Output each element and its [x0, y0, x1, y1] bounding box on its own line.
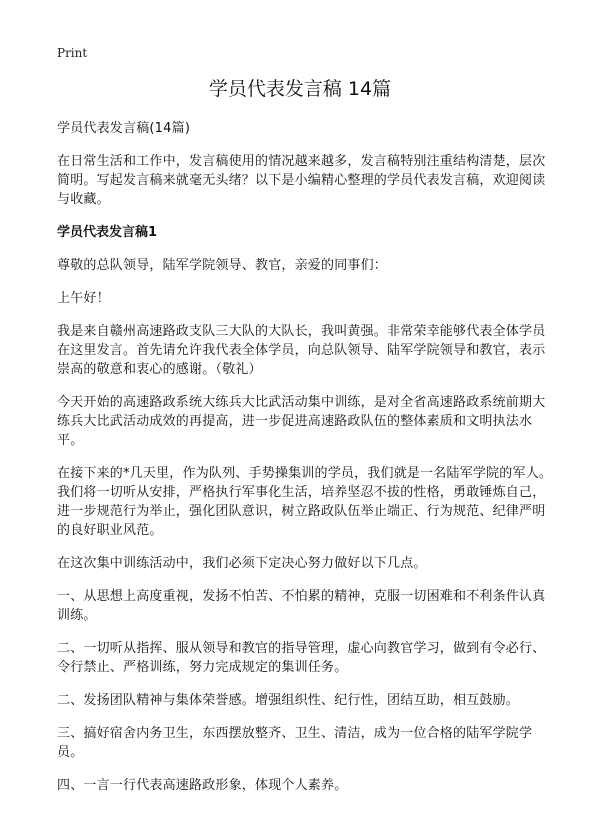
section-heading: 学员代表发言稿1 [57, 225, 158, 240]
salutation-paragraph: 尊敬的总队领导，陆军学院领导、教官，亲爱的同事们： [57, 258, 388, 273]
body-paragraph: 今天开始的高速路政系统大练兵大比武活动集中训练，是对全省高速路政系统前期大练兵大比武活动成效的再提高，进一步促进高速路政队伍的整体素质和文明执法水平。 [57, 395, 546, 448]
list-item: 一、从思想上高度重视，发扬不怕苦、不怕累的精神，克服一切困难和不利条件认真训练。 [57, 589, 546, 623]
body-paragraph: 在接下来的*几天里，作为队列、手势操集训的学员，我们就是一名陆军学院的军人。我们将一切听从安排，严格执行军事化生活，培养坚忍不拔的性格，勇敢锤炼自己，进一步规范行为举止，强化团队意识，树立路政队伍举止端正、行为规范、纪律严明的良好职业风范。 [57, 466, 553, 538]
document-body [57, 119, 553, 809]
intro-paragraph: 在日常生活和工作中，发言稿使用的情况越来越多，发言稿特别注重结构清楚，层次简明。写起发言稿来就毫无头绪？以下是小编精心整理的学员代表发言稿，欢迎阅读与收藏。 [57, 154, 546, 207]
body-paragraph: 我是来自赣州高速路政支队三大队的大队长，我叫黄强。非常荣幸能够代表全体学员在这里发言。首先请允许我代表全体学员，向总队领导、陆军学院领导和教官，表示崇高的敬意和衷心的感谢。（敬礼） [57, 324, 546, 377]
list-item: 三、搞好宿舍内务卫生，东西摆放整齐、卫生、清洁，成为一位合格的陆军学院学员。 [57, 726, 533, 760]
document-subtitle: 学员代表发言稿(14篇) [57, 121, 191, 136]
list-item: 四、一言一行代表高速路政形象，体现个人素养。 [57, 778, 348, 793]
greeting-paragraph: 上午好！ [57, 291, 110, 306]
list-item: 二、发扬团队精神与集体荣誉感。增强组织性、纪行性，团结互助，相互鼓励。 [57, 693, 520, 708]
body-paragraph: 在这次集中训练活动中，我们必须下定决心努力做好以下几点。 [57, 556, 427, 571]
list-item: 二、一切听从指挥、服从领导和教官的指导管理，虚心向教官学习，做到有令必行、令行禁止、严格训练，努力完成规定的集训任务。 [57, 641, 546, 675]
print-link[interactable]: Print [57, 46, 88, 60]
page-title: 学员代表发言稿 14篇 [208, 78, 392, 100]
